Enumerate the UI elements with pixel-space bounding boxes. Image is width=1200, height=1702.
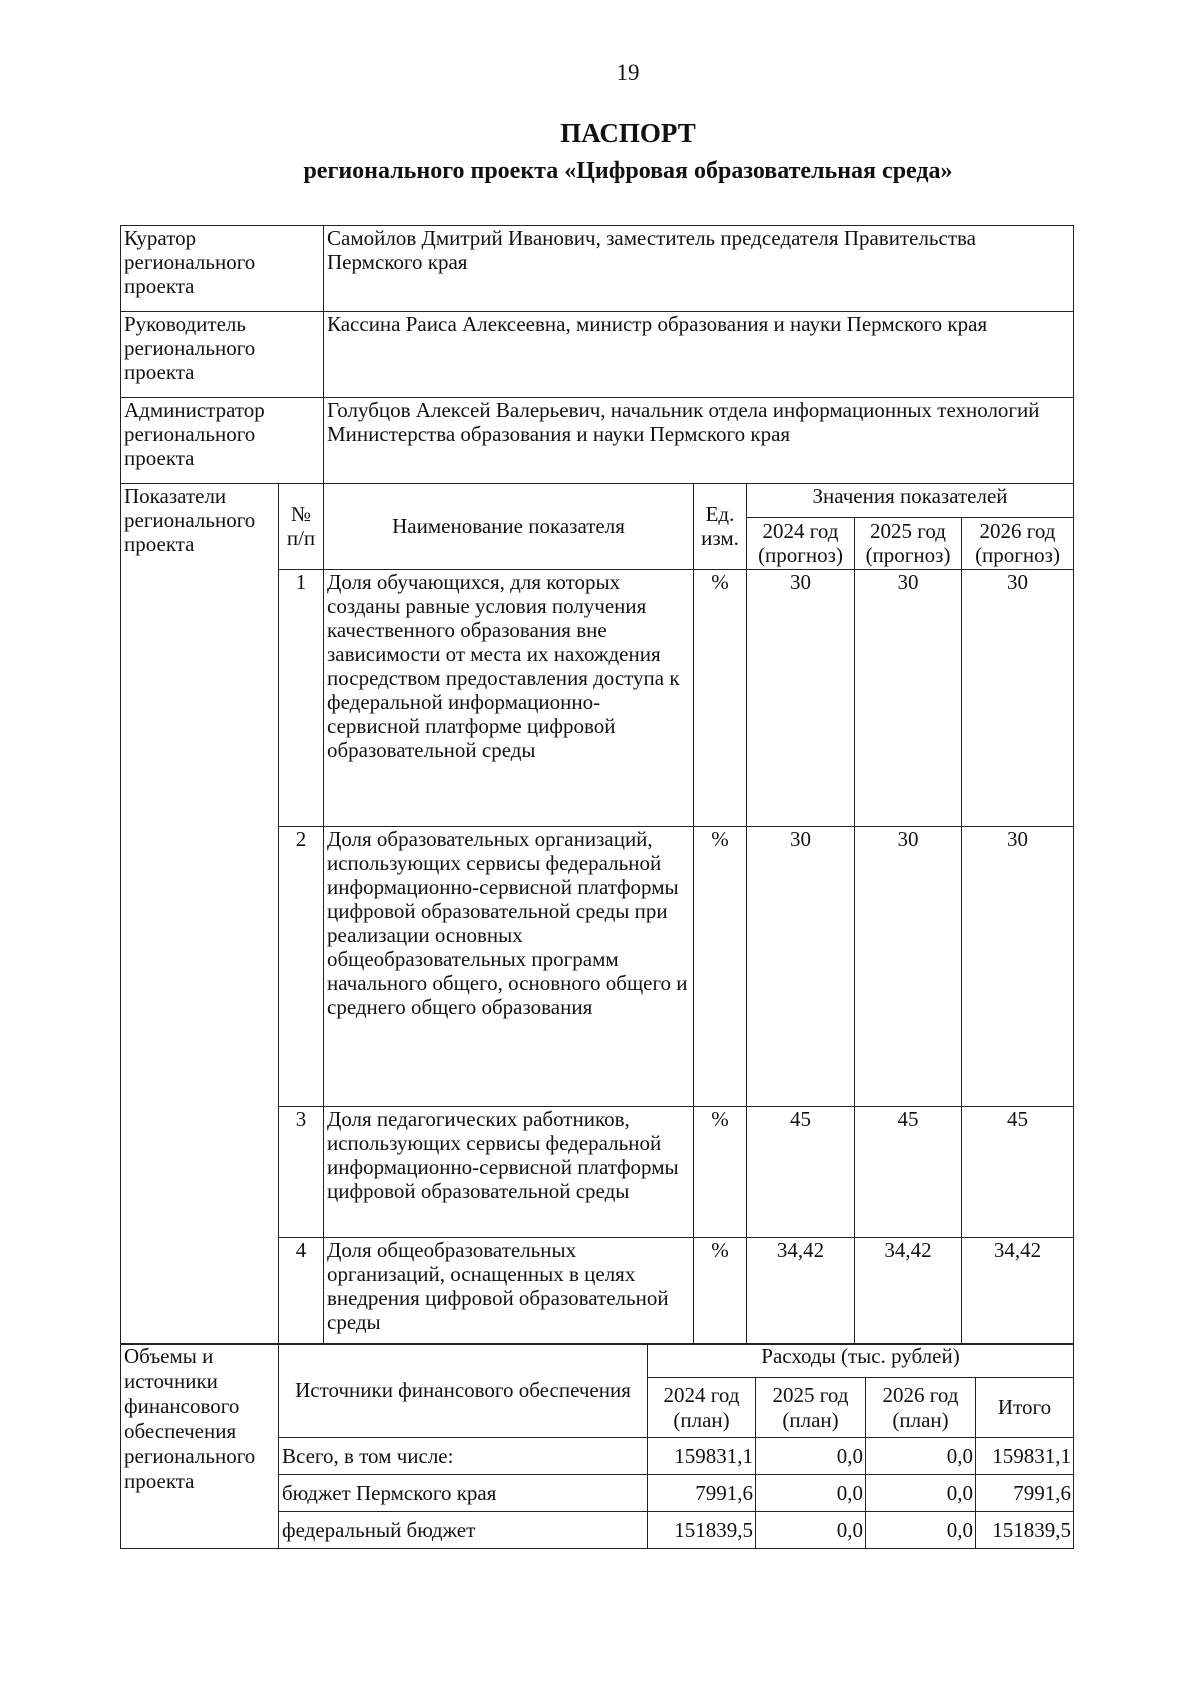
indicator-value: 34,42 [962, 1237, 1074, 1344]
finance-source: федеральный бюджет [279, 1512, 648, 1549]
year-header: 2026 год (прогноз) [962, 517, 1074, 569]
indicators-table [120, 483, 1074, 1345]
row-number: 4 [279, 1237, 324, 1344]
col-total-header: Итого [976, 1378, 1074, 1438]
people-table [120, 225, 1074, 484]
indicator-value: 34,42 [747, 1237, 855, 1344]
year-header: 2026 год (план) [866, 1378, 976, 1438]
row-number: 2 [279, 826, 324, 1106]
document-title: ПАСПОРТ [560, 118, 696, 148]
indicator-unit: % [694, 569, 747, 826]
indicator-name: Доля общеобразовательных организаций, оснащенных в целях внедрения цифровой образовательной среды [324, 1237, 694, 1344]
finance-value: 0,0 [756, 1512, 866, 1549]
table-row [121, 483, 1074, 517]
row-number: 3 [279, 1106, 324, 1237]
indicator-name: Доля обучающихся, для которых созданы равные условия получения качественного образования вне зависимости от места их нахождения посредством предоставления доступа к федеральной информационно-сервисной платформе цифровой образовательной среды [324, 569, 694, 826]
indicator-unit: % [694, 1106, 747, 1237]
passport-table [120, 225, 1074, 1549]
finance-value: 0,0 [756, 1475, 866, 1512]
indicator-name: Доля образовательных организаций, использующих сервисы федеральной информационно-сервисной платформы цифровой образовательной среды при реализации основных общеобразовательных программ начального общего, основного общего и среднего общего образования [324, 826, 694, 1106]
col-expenses-header: Расходы (тыс. рублей) [648, 1344, 1074, 1378]
admin-label: Администратор регионального проекта [121, 398, 324, 484]
finance-value: 7991,6 [648, 1475, 756, 1512]
year-header: 2025 год (план) [756, 1378, 866, 1438]
finance-table [120, 1343, 1074, 1549]
col-name-header: Наименование показателя [324, 483, 694, 569]
document-subtitle: регионального проекта «Цифровая образовательная среда» [303, 158, 953, 184]
indicator-value: 30 [747, 569, 855, 826]
row-number: 1 [279, 569, 324, 826]
finance-value: 151839,5 [976, 1512, 1074, 1549]
indicator-name: Доля педагогических работников, использующих сервисы федеральной информационно-сервисной платформы цифровой образовательной среды [324, 1106, 694, 1237]
indicator-value: 45 [747, 1106, 855, 1237]
indicator-value: 45 [962, 1106, 1074, 1237]
year-header: 2025 год (прогноз) [855, 517, 962, 569]
head-label: Руководитель регионального проекта [121, 312, 324, 398]
table-row [121, 1344, 1074, 1378]
finance-value: 0,0 [866, 1512, 976, 1549]
curator-label: Куратор регионального проекта [121, 226, 324, 312]
indicator-value: 45 [855, 1106, 962, 1237]
year-header: 2024 год (план) [648, 1378, 756, 1438]
indicator-value: 30 [962, 826, 1074, 1106]
finance-section-label: Объемы и источники финансового обеспечения регионального проекта [121, 1344, 279, 1549]
finance-value: 0,0 [756, 1438, 866, 1475]
finance-value: 151839,5 [648, 1512, 756, 1549]
finance-value: 0,0 [866, 1475, 976, 1512]
page-number: 19 [616, 60, 640, 85]
indicator-unit: % [694, 1237, 747, 1344]
indicator-value: 30 [962, 569, 1074, 826]
finance-value: 159831,1 [976, 1438, 1074, 1475]
indicator-value: 34,42 [855, 1237, 962, 1344]
finance-value: 159831,1 [648, 1438, 756, 1475]
col-values-header: Значения показателей [747, 483, 1074, 517]
year-header: 2024 год (прогноз) [747, 517, 855, 569]
indicator-value: 30 [747, 826, 855, 1106]
finance-source: бюджет Пермского края [279, 1475, 648, 1512]
indicator-value: 30 [855, 569, 962, 826]
table-row [121, 312, 1074, 398]
table-row [121, 226, 1074, 312]
finance-value: 7991,6 [976, 1475, 1074, 1512]
indicators-section-label: Показатели регионального проекта [121, 483, 279, 1344]
finance-value: 0,0 [866, 1438, 976, 1475]
col-num-header: № п/п [279, 483, 324, 569]
admin-value: Голубцов Алексей Валерьевич, начальник отдела информационных технологий Министерства образования и науки Пермского края [324, 398, 1074, 484]
col-unit-header: Ед. изм. [694, 483, 747, 569]
table-row [121, 398, 1074, 484]
finance-source: Всего, в том числе: [279, 1438, 648, 1475]
indicator-unit: % [694, 826, 747, 1106]
head-value: Кассина Раиса Алексеевна, министр образования и науки Пермского края [324, 312, 1074, 398]
curator-value: Самойлов Дмитрий Иванович, заместитель председателя Правительства Пермского края [324, 226, 1074, 312]
col-sources-header: Источники финансового обеспечения [279, 1344, 648, 1438]
indicator-value: 30 [855, 826, 962, 1106]
